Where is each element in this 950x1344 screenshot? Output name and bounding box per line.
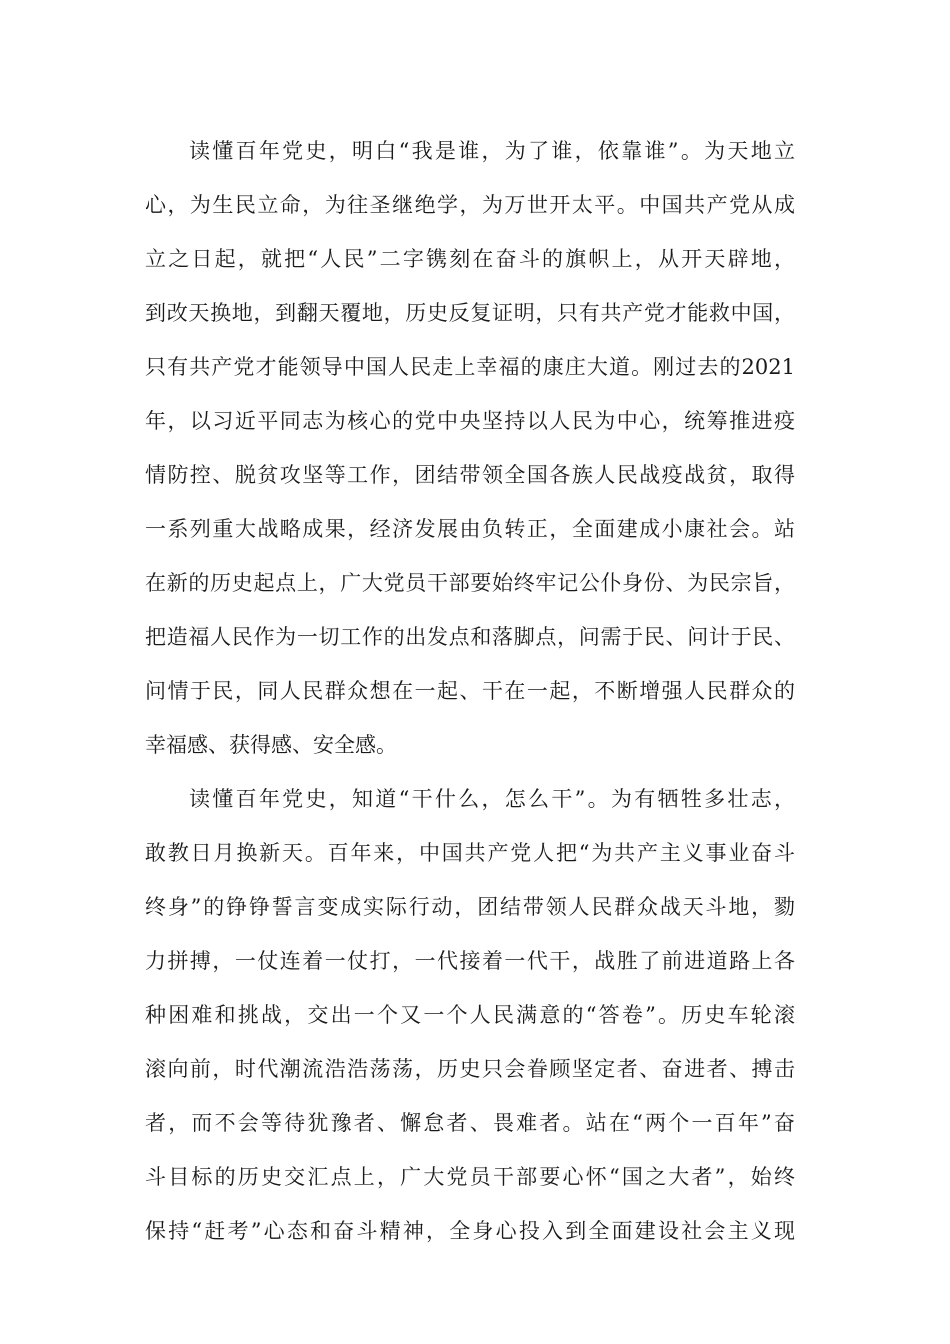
body-text <box>145 124 795 1258</box>
text-line: 到改天换地，到翻天覆地，历史反复证明，只有共产党才能救中国， <box>145 301 795 325</box>
text-line: 滚向前，时代潮流浩浩荡荡，历史只会眷顾坚定者、奋进者、搏击 <box>145 1057 795 1081</box>
text-line: 种困难和挑战，交出一个又一个人民满意的“答卷”。历史车轮滚 <box>145 1003 795 1027</box>
text-line: 保持“赶考”心态和奋斗精神，全身心投入到全面建设社会主义现 <box>145 1219 795 1243</box>
paragraph-2 <box>145 772 795 1258</box>
text-line: 年，以习近平同志为核心的党中央坚持以人民为中心，统筹推进疫 <box>145 409 795 433</box>
text-line: 终身”的铮铮誓言变成实际行动，团结带领人民群众战天斗地，勠 <box>145 895 795 919</box>
text-line: 把造福人民作为一切工作的出发点和落脚点，问需于民、问计于民、 <box>145 625 795 649</box>
text-line: 只有共产党才能领导中国人民走上幸福的康庄大道。刚过去的2021 <box>145 355 795 379</box>
text-line: 幸福感、获得感、安全感。 <box>145 733 397 757</box>
text-line: 斗目标的历史交汇点上，广大党员干部要心怀“国之大者”，始终 <box>145 1165 795 1189</box>
text-line: 敢教日月换新天。百年来，中国共产党人把“为共产主义事业奋斗 <box>145 841 795 865</box>
text-line: 读懂百年党史，明白“我是谁，为了谁，依靠谁”。为天地立 <box>189 139 795 163</box>
text-line: 心，为生民立命，为往圣继绝学，为万世开太平。中国共产党从成 <box>145 193 795 217</box>
text-line: 问情于民，同人民群众想在一起、干在一起，不断增强人民群众的 <box>145 679 795 703</box>
text-line: 一系列重大战略成果，经济发展由负转正，全面建成小康社会。站 <box>145 517 795 541</box>
text-line: 读懂百年党史，知道“干什么，怎么干”。为有牺牲多壮志， <box>189 787 795 811</box>
text-line: 在新的历史起点上，广大党员干部要始终牢记公仆身份、为民宗旨， <box>145 571 795 595</box>
text-line: 情防控、脱贫攻坚等工作，团结带领全国各族人民战疫战贫，取得 <box>145 463 795 487</box>
paragraph-1 <box>145 124 795 772</box>
text-line: 者，而不会等待犹豫者、懈怠者、畏难者。站在“两个一百年”奋 <box>145 1111 795 1135</box>
text-line: 力拼搏，一仗连着一仗打，一代接着一代干，战胜了前进道路上各 <box>145 949 795 973</box>
text-line: 立之日起，就把“人民”二字镌刻在奋斗的旗帜上，从开天辟地， <box>145 247 795 271</box>
